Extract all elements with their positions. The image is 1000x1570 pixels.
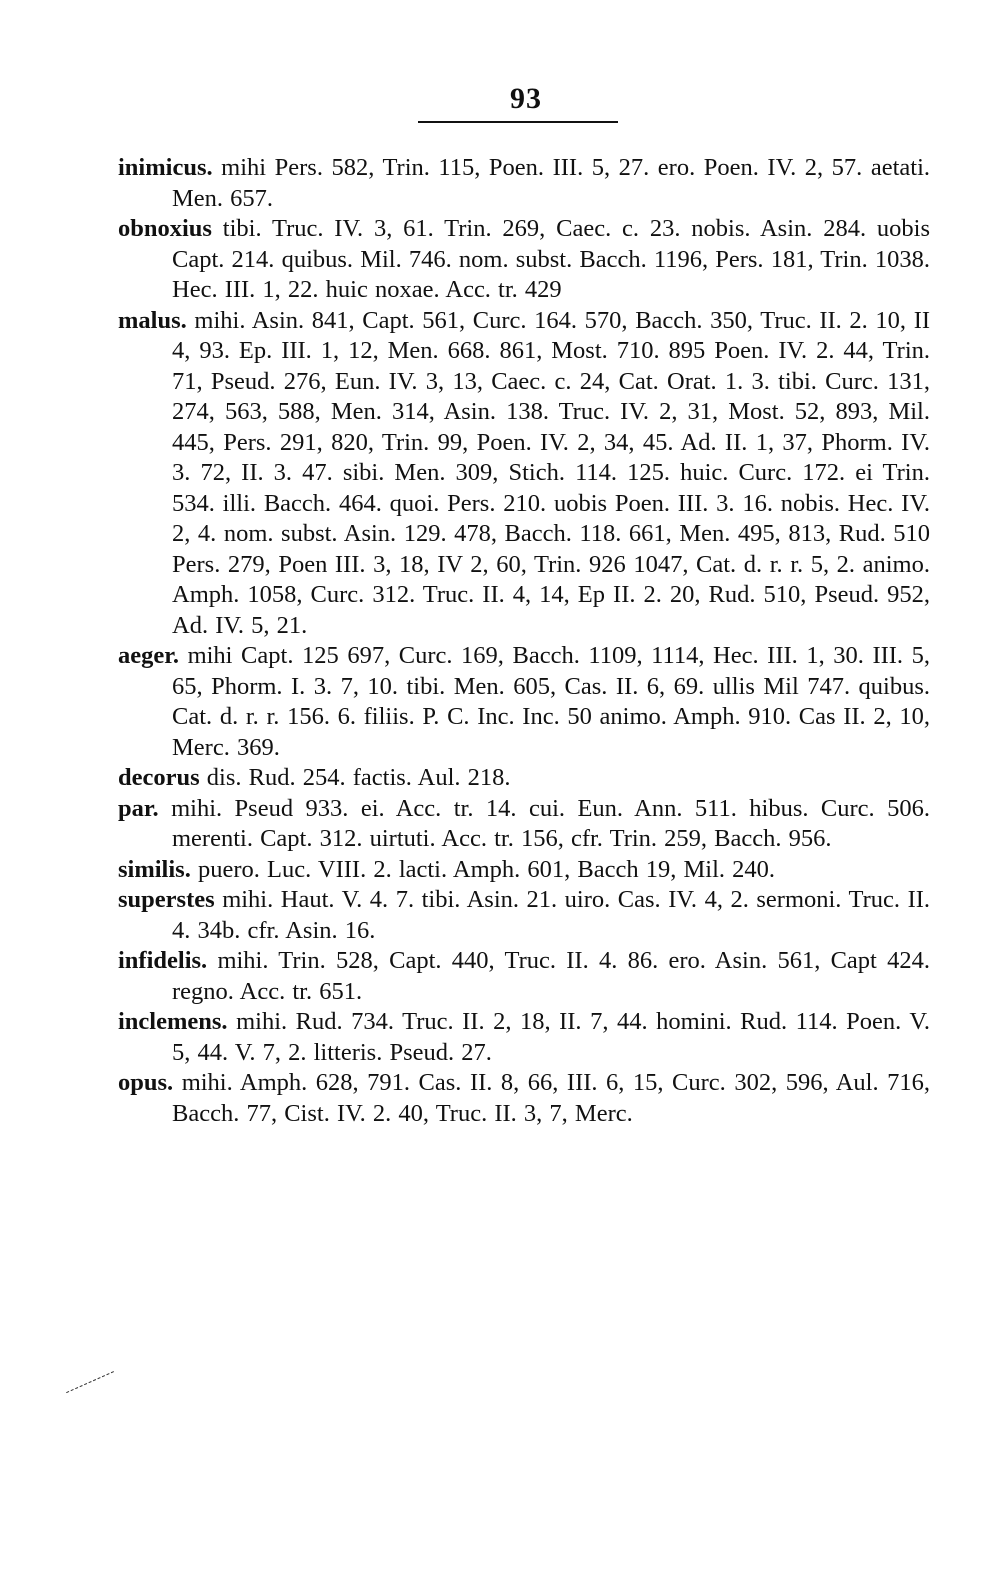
entry-opus <box>118 1068 930 1129</box>
entry-text: mihi. Trin. 528, Capt. 440, Truc. II. 4. 86. ero. Asin. 561, Capt 424. regno. Acc. tr. 651. <box>172 947 930 1005</box>
entry-lemma: similis. <box>118 855 191 883</box>
entry-superstes <box>118 885 930 946</box>
header-rule <box>418 121 618 123</box>
page-number: 93 <box>510 82 542 115</box>
entry-par <box>118 794 930 855</box>
entry-lemma: par. <box>118 794 159 822</box>
entry-aeger <box>118 641 930 763</box>
entry-lemma: opus. <box>118 1069 174 1096</box>
entry-text: tibi. Truc. IV. 3, 61. Trin. 269, Caec. c. 23. nobis. Asin. 284. uobis Capt. 214. quibus. Mil. 746. nom. subst. Bacch. 1196, Pers. 181, Trin. 1038. Hec. III. 1, 22. huic noxae. Acc. tr. 429 <box>172 215 931 303</box>
entry-malus <box>118 306 930 642</box>
entry-inimicus <box>118 153 930 214</box>
entry-text: mihi Pers. 582, Trin. 115, Poen. III. 5, 27. ero. Poen. IV. 2, 57. aetati. Men. 657. <box>172 154 931 212</box>
entry-text: mihi Capt. 125 697, Curc. 169, Bacch. 1109, 1114, Hec. III. 1, 30. III. 5, 65, Phorm. I. 3. 7, 10. tibi. Men. 605, Cas. II. 6, 69. ullis Mil 747. quibus. Cat. d. r. r. 156. 6. filiis. P. C. Inc. Inc. 50 animo. Amph. 910. Cas II. 2, 10, Merc. 369. <box>172 642 930 761</box>
entry-infidelis <box>118 946 930 1007</box>
entry-text: mihi. Amph. 628, 791. Cas. II. 8, 66, III. 6, 15, Curc. 302, 596, Aul. 716, Bacch. 77, Cist. IV. 2. 40, Truc. II. 3, 7, Merc. <box>172 1069 930 1127</box>
entry-text: mihi. Pseud 933. ei. Acc. tr. 14. cui. Eun. Ann. 511. hibus. Curc. 506. merenti. Capt. 312. uirtuti. Acc. tr. 156, cfr. Trin. 259, Bacch. 956. <box>171 794 930 852</box>
entry-text: mihi. Rud. 734. Truc. II. 2, 18, II. 7, 44. homini. Rud. 114. Poen. V. 5, 44. V. 7, 2. litteris. Pseud. 27. <box>172 1008 931 1066</box>
entry-similis <box>118 855 930 886</box>
entry-inclemens <box>118 1007 930 1068</box>
entry-lemma: inclemens. <box>118 1008 228 1035</box>
entry-list <box>118 153 930 1129</box>
entry-lemma: infidelis. <box>118 947 208 974</box>
entry-lemma: inimicus. <box>118 154 213 181</box>
entry-obnoxius <box>118 214 930 306</box>
entry-lemma: superstes <box>118 886 215 913</box>
entry-lemma: decorus <box>118 764 200 791</box>
margin-pencil-mark <box>66 1371 114 1394</box>
entry-text: puero. Luc. VIII. 2. lacti. Amph. 601, Bacch 19, Mil. 240. <box>197 855 775 883</box>
entry-lemma: malus. <box>118 306 187 334</box>
entry-decorus <box>118 763 930 794</box>
entry-lemma: aeger. <box>118 642 179 669</box>
entry-text: mihi. Asin. 841, Capt. 561, Curc. 164. 570, Bacch. 350, Truc. II. 2. 10, II 4, 93. Ep. III. 1, 12, Men. 668. 861, Most. 710. 895 Poen. IV. 2. 44, Trin. 71, Pseud. 276, Eun. IV. 3, 13, Caec. c. 24, Cat. Orat. 1. 3. tibi. Curc. 131, 274, 563, 588, Men. 314, Asin. 138. Truc. IV. 2, 31, Most. 52, 893, Mil. 445, Pers. 291, 820, Trin. 99, Poen. IV. 2, 34, 45. Ad. II. 1, 37, Phorm. IV. 3. 72, II. 3. 47. sibi. Men. 309, Stich. 114. 125. huic. Curc. 172. ei Trin. 534. illi. Bacch. 464. quoi. Pers. 210. uobis Poen. III. 3. 16. nobis. Hec. IV. 2, 4. nom. subst. Asin. 129. 478, Bacch. 118. 661, Men. 495, 813, Rud. 510 Pers. 279, Poen III. 3, 18, IV 2, 60, Trin. 926 1047, Cat. d. r. r. 5, 2. animo. Amph. 1058, Curc. 312. Truc. II. 4, 14, Ep II. 2. 20, Rud. 510, Pseud. 952, Ad. IV. 5, 21. <box>172 306 931 639</box>
entry-text: mihi. Haut. V. 4. 7. tibi. Asin. 21. uiro. Cas. IV. 4, 2. sermoni. Truc. II. 4. 34b. cfr. Asin. 16. <box>172 886 931 944</box>
entry-lemma: obnoxius <box>118 215 212 242</box>
entry-text: dis. Rud. 254. factis. Aul. 218. <box>206 764 511 791</box>
